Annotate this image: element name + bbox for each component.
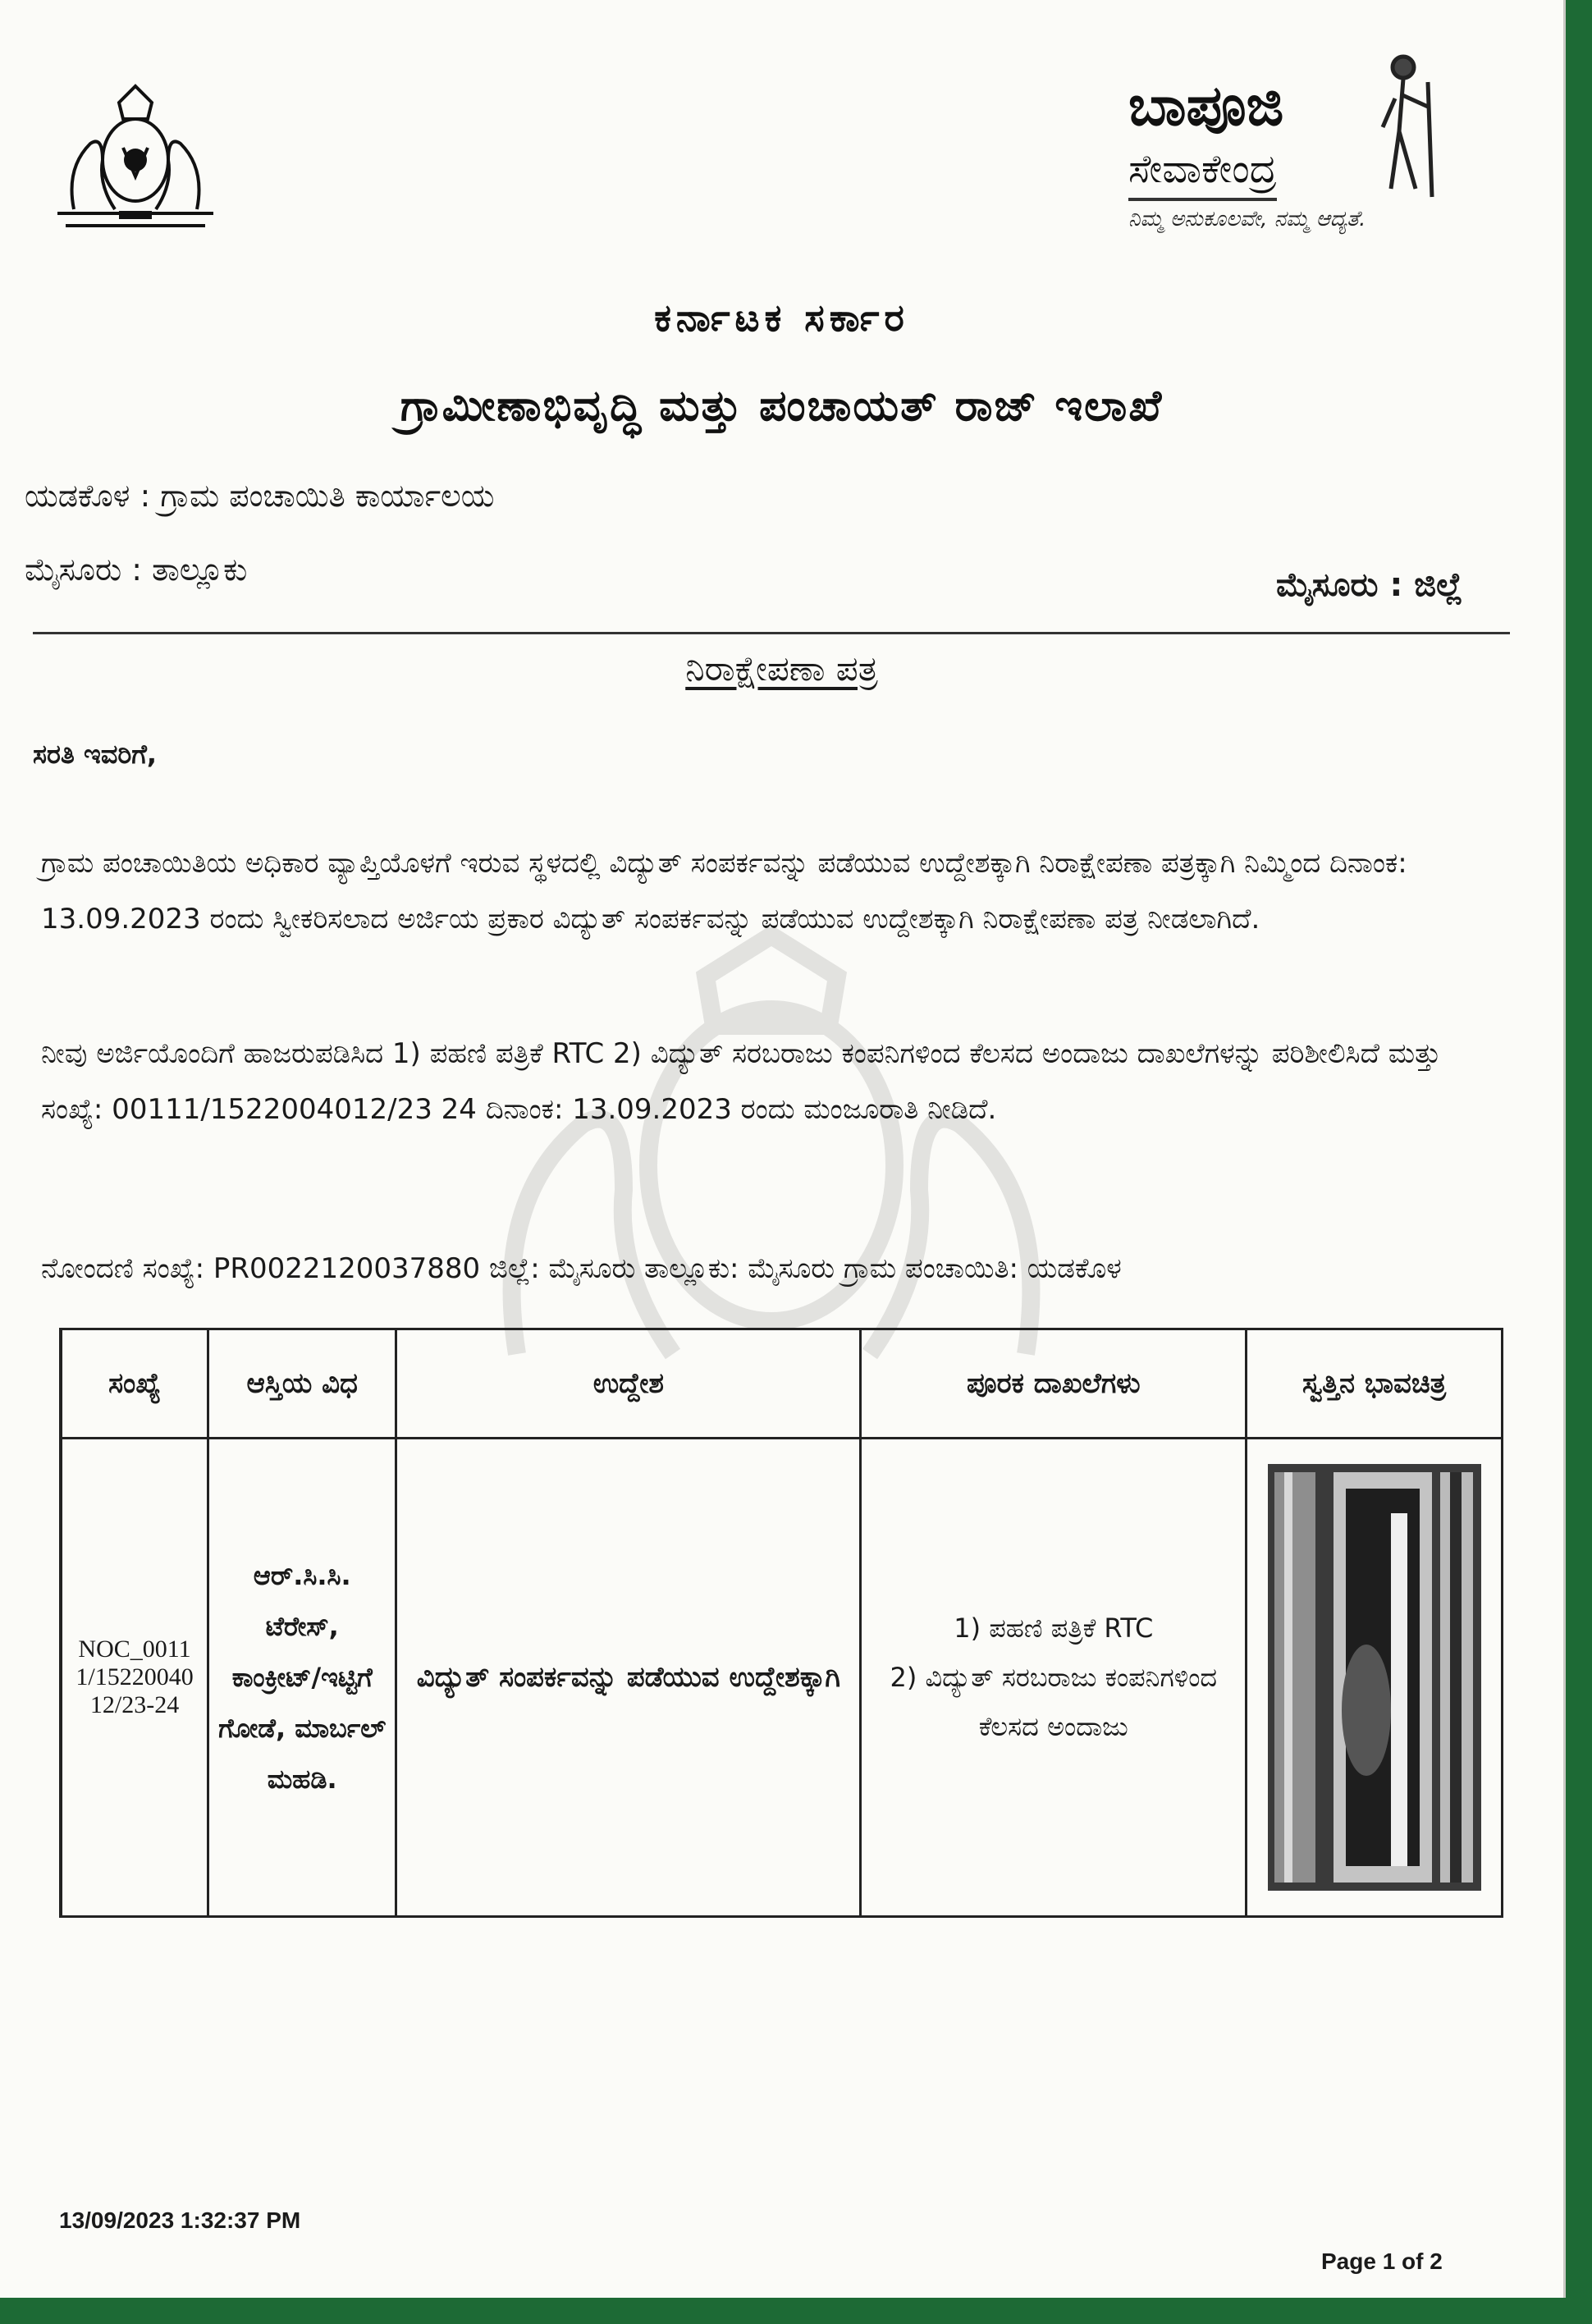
department-title: ಗ್ರಾಮೀಣಾಭಿವೃದ್ಧಿ ಮತ್ತು ಪಂಚಾಯತ್ ರಾಜ್ ಇಲಾಖೆ — [400, 382, 1164, 431]
table-row — [61, 1439, 1503, 1917]
paragraph-1: ಗ್ರಾಮ ಪಂಚಾಯಿತಿಯ ಅಧಿಕಾರ ವ್ಯಾಪ್ತಿಯೊಳಗೆ ಇರುವ ಸ್ಥಳದಲ್ಲಿ ವಿದ್ಯುತ್ ಸಂಪರ್ಕವನ್ನು ಪಡೆಯುವ ಉದ್ದೇಶಕ್ಕಾಗಿ ನಿರಾಕ್ಷೇಪಣಾ ಪತ್ರಕ್ಕಾಗಿ ನಿಮ್ಮಿಂದ ದಿನಾಂಕ: 13.09.2023 ರಂದು ಸ್ವೀಕರಿಸಲಾದ ಅರ್ಜಿಯ ಪ್ರಕಾರ ವಿದ್ಯುತ್ ಸಂಪರ್ಕವನ್ನು ಪಡೆಯುವ ಉದ್ದೇಶಕ್ಕಾಗಿ ನಿರಾಕ್ಷೇಪಣಾ ಪತ್ರ ನೀಡಲಾಗಿದೆ. — [41, 847, 1407, 936]
noc-table — [59, 1328, 1503, 1918]
property-type-cell: ಆರ್.ಸಿ.ಸಿ. ಟೆರೇಸ್, ಕಾಂಕ್ರೀಟ್/ಇಟ್ಟಿಗೆ ಗೋಡೆ, ಮಾರ್ಬಲ್ ಮಹಡಿ. — [208, 1439, 396, 1917]
watermark-emblem-icon — [443, 927, 1100, 1370]
brand-subtitle: ಸೇವಾಕೇಂದ್ರ — [1128, 146, 1277, 201]
purpose-cell: ವಿದ್ಯುತ್ ಸಂಪರ್ಕವನ್ನು ಪಡೆಯುವ ಉದ್ದೇಶಕ್ಕಾಗಿ — [396, 1439, 861, 1917]
table-header-row — [61, 1329, 1503, 1439]
property-photo-image — [1268, 1464, 1481, 1891]
header-property-photo: ಸ್ವತ್ತಿನ ಭಾವಚಿತ್ರ — [1247, 1329, 1503, 1439]
property-photo-cell — [1247, 1439, 1503, 1917]
paragraph-2: ನೀವು ಅರ್ಜಿಯೊಂದಿಗೆ ಹಾಜರುಪಡಿಸಿದ 1) ಪಹಣಿ ಪತ್ರಿಕೆ RTC 2) ವಿದ್ಯುತ್ ಸರಬರಾಜು ಕಂಪನಿಗಳಿಂದ ಕೆಲಸದ ಅಂದಾಜು ದಾಖಲೆಗಳನ್ನು ಪರಿಶೀಲಿಸಿದೆ ಮತ್ತು ಸಂಖ್ಯೆ: 00111/1522004012/23 24 ದಿನಾಂಕ: 13.09.2023 ರಂದು ಮಂಜೂರಾತಿ ನೀಡಿದೆ. — [41, 1037, 1441, 1126]
header-number: ಸಂಖ್ಯೆ — [61, 1329, 208, 1439]
noc-number-cell: NOC_00111/1522004012/23-24 — [61, 1439, 208, 1917]
document-title: ನಿರಾಕ್ಷೇಪಣಾ ಪತ್ರ — [685, 648, 878, 689]
property-photo — [1268, 1464, 1481, 1891]
page-number: Page 1 of 2 — [1321, 2249, 1443, 2274]
header-purpose: ಉದ್ದೇಶ — [396, 1329, 861, 1439]
district-line: ಮೈಸೂರು : ಜಿಲ್ಲೆ — [1276, 566, 1463, 604]
karnataka-emblem-icon — [41, 70, 230, 234]
brand-tagline: ನಿಮ್ಮ ಅನುಕೂಲವೇ, ನಮ್ಮ ಆದ್ಯತೆ. — [1128, 207, 1366, 231]
document-item-1: 1) ಪಹಣಿ ಪತ್ರಿಕೆ RTC — [954, 1613, 1154, 1644]
salutation: ಸರತಿ ಇವರಿಗೆ, — [33, 739, 158, 770]
header-supporting-documents: ಪೂರಕ ದಾಖಲೆಗಳು — [861, 1329, 1247, 1439]
registration-details: ನೋಂದಣಿ ಸಂಖ್ಯೆ: PR0022120037880 ಜಿಲ್ಲೆ: ಮೈಸೂರು ತಾಲ್ಲೂಕು: ಮೈಸೂರು ಗ್ರಾಮ ಪಂಚಾಯಿತಿ: ಯಡಕೊಳ — [41, 1252, 1122, 1285]
header-property-type: ಆಸ್ತಿಯ ವಿಧ — [208, 1329, 396, 1439]
brand-name: ಬಾಪೂಜಿ — [1128, 74, 1284, 139]
taluk-line: ಮೈಸೂರು : ತಾಲ್ಲೂಕು — [25, 551, 248, 588]
government-title: ಕರ್ನಾಟಕ ಸರ್ಕಾರ — [654, 295, 909, 340]
document-item-2: 2) ವಿದ್ಯುತ್ ಸರಬರಾಜು ಕಂಪನಿಗಳಿಂದ ಕೆಲಸದ ಅಂದಾಜು — [890, 1662, 1218, 1742]
bapuji-sevakendra-logo — [1128, 49, 1457, 238]
gandhi-figure-icon — [1366, 49, 1457, 205]
office-line: ಯಡಕೊಳ : ಗ್ರಾಮ ಪಂಚಾಯಿತಿ ಕಾರ್ಯಾಲಯ — [25, 478, 495, 514]
header-divider — [33, 632, 1510, 634]
print-timestamp: 13/09/2023 1:32:37 PM — [59, 2207, 301, 2233]
supporting-documents-cell — [861, 1439, 1247, 1917]
